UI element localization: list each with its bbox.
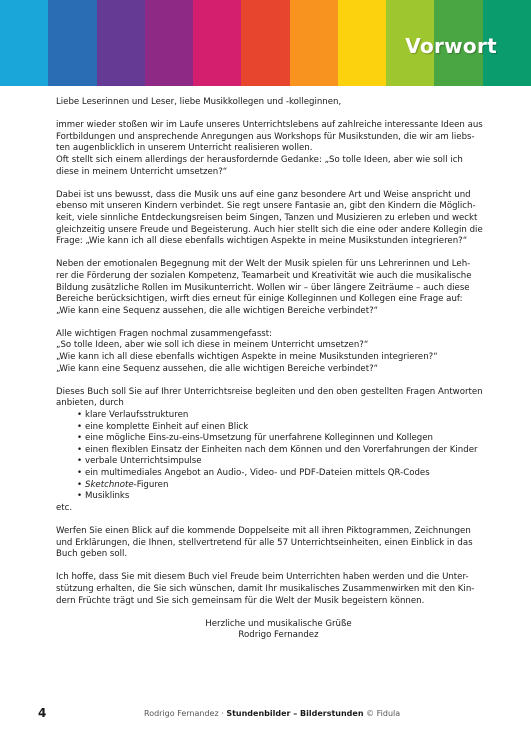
text-line: und Erklärungen, die Ihnen, stellvertretend für alle 57 Unterrichtseinheiten, einen Einblick in das xyxy=(56,537,473,548)
text-line: gleichzeitig unsere Freude und Begeisterung. Auch hier stellt sich die eine oder andere Kollegin die xyxy=(56,224,483,235)
feature-item: • klare Verlaufsstrukturen xyxy=(77,410,501,422)
text-line: keit, viele sinnliche Entdeckungsreisen beim Singen, Tanzen und Musizieren zu erleben und weckt xyxy=(56,212,478,223)
text-line: Frage: „Wie kann ich all diese ebenfalls wichtigen Aspekte in meine Musikstunden integrieren?“ xyxy=(56,236,468,247)
text-line: Dieses Buch soll Sie auf Ihrer Unterrichtsreise begleiten und den oben gestellten Fragen Antworten xyxy=(56,386,483,397)
text-line: „Wie kann ich all diese ebenfalls wichtigen Aspekte in meine Musikstunden integrieren?“ xyxy=(56,352,438,363)
banner-stripe xyxy=(48,0,96,86)
text-line: „Wie kann eine Sequenz aussehen, die alle wichtigen Bereiche verbindet?“ xyxy=(56,305,379,316)
banner-stripe xyxy=(193,0,241,86)
footer-credit xyxy=(144,709,400,718)
feature-item: • Sketchnote-Figuren xyxy=(77,480,501,492)
text-line: stützung erhalten, die Sie sich wünschen, damit Ihr musikalisches Zusammenwirken mit den Kin- xyxy=(56,583,475,594)
text-line: anbieten, durch xyxy=(56,398,124,409)
text-line: ebenso mit unseren Kindern verbindet. Sie regt unsere Fantasie an, gibt den Kindern die Möglich- xyxy=(56,201,476,212)
footer-author: Rodrigo Fernandez · xyxy=(144,709,227,718)
text-line: ten augenblicklich in unserem Unterricht realisieren wollen. xyxy=(56,143,313,154)
paragraph-5 xyxy=(56,387,501,410)
paragraph-3 xyxy=(56,259,501,317)
etc-text: etc. xyxy=(56,502,73,513)
page-title: Vorwort xyxy=(405,34,497,58)
paragraph-7 xyxy=(56,572,501,607)
text-line: „Wie kann eine Sequenz aussehen, die alle wichtigen Bereiche verbindet?“ xyxy=(56,363,379,374)
feature-item: • einen flexiblen Einsatz der Einheiten nach dem Können und den Vorerfahrungen der Kinder xyxy=(77,445,501,457)
text-line: Dabei ist uns bewusst, dass die Musik uns auf eine ganz besondere Art und Weise anspricht und xyxy=(56,189,471,200)
banner-stripe xyxy=(97,0,145,86)
text-line: Ich hoffe, dass Sie mit diesem Buch viel Freude beim Unterrichten haben werden und die Unter- xyxy=(56,572,469,583)
text-line: Alle wichtigen Fragen nochmal zusammengefasst: xyxy=(56,328,273,339)
feature-item: • Musiklinks xyxy=(77,491,501,503)
page-footer xyxy=(38,708,498,722)
footer-book-title: Stundenbilder – Bilderstunden xyxy=(226,709,364,718)
preface-body xyxy=(56,97,501,642)
banner-stripe xyxy=(145,0,193,86)
paragraph-6 xyxy=(56,526,501,561)
page-number: 4 xyxy=(38,706,47,720)
paragraph-1 xyxy=(56,120,501,178)
text-line: Fortbildungen und ansprechende Anregungen aus Workshops für Musikstunden, die wir am liebs- xyxy=(56,131,475,142)
paragraph-4 xyxy=(56,329,501,375)
feature-item: • eine mögliche Eins-zu-eins-Umsetzung für unerfahrene Kolleginnen und Kollegen xyxy=(77,433,501,445)
banner-stripe xyxy=(338,0,386,86)
footer-publisher: © Fidula xyxy=(363,709,401,718)
text-line: Oft stellt sich einem allerdings der herausfordernde Gedanke: „So tolle Ideen, aber wie soll ich xyxy=(56,154,463,165)
text-line: Werfen Sie einen Blick auf die kommende Doppelseite mit all ihren Piktogrammen, Zeichnungen xyxy=(56,525,471,536)
signature-name: Rodrigo Fernandez xyxy=(238,630,319,641)
text-line: Bereiche berücksichtigen, wirft dies erneut für einige Kolleginnen und Kollegen eine Frage auf: xyxy=(56,294,463,305)
text-line: diese in meinem Unterricht umsetzen?“ xyxy=(56,166,228,177)
text-line: rer die Förderung der sozialen Kompetenz, Teamarbeit und Kreativität wie auch die musikalische xyxy=(56,270,472,281)
paragraph-2 xyxy=(56,190,501,248)
text-line: Bildung zusätzliche Rollen im Musikunterricht. Wollen wir – über längere Zeiträume – auch diese xyxy=(56,282,470,293)
banner-stripe xyxy=(241,0,289,86)
banner-stripe xyxy=(0,0,48,86)
banner-stripe xyxy=(290,0,338,86)
closing-signature xyxy=(56,619,501,642)
feature-item: • ein multimediales Angebot an Audio-, Video- und PDF-Dateien mittels QR-Codes xyxy=(77,468,501,480)
feature-item: • eine komplette Einheit auf einen Blick xyxy=(77,422,501,434)
text-line: „So tolle Ideen, aber wie soll ich diese in meinem Unterricht umsetzen?“ xyxy=(56,340,369,351)
feature-item: • verbale Unterrichtsimpulse xyxy=(77,456,501,468)
text-line: immer wieder stoßen wir im Laufe unseres Unterrichtslebens auf zahlreiche interessante Ideen aus xyxy=(56,120,483,131)
feature-list xyxy=(56,410,501,503)
text-line: Neben der emotionalen Begegnung mit der Welt der Musik spielen für uns Lehrerinnen und Leh- xyxy=(56,259,471,270)
text-line: dern Früchte trägt und Sie sich gemeinsam für die Welt der Musik begeistern können. xyxy=(56,595,425,606)
text-line: Buch geben soll. xyxy=(56,549,128,560)
closing-greeting: Herzliche und musikalische Grüße xyxy=(205,618,352,629)
greeting: Liebe Leserinnen und Leser, liebe Musikkollegen und -kolleginnen, xyxy=(56,97,342,107)
